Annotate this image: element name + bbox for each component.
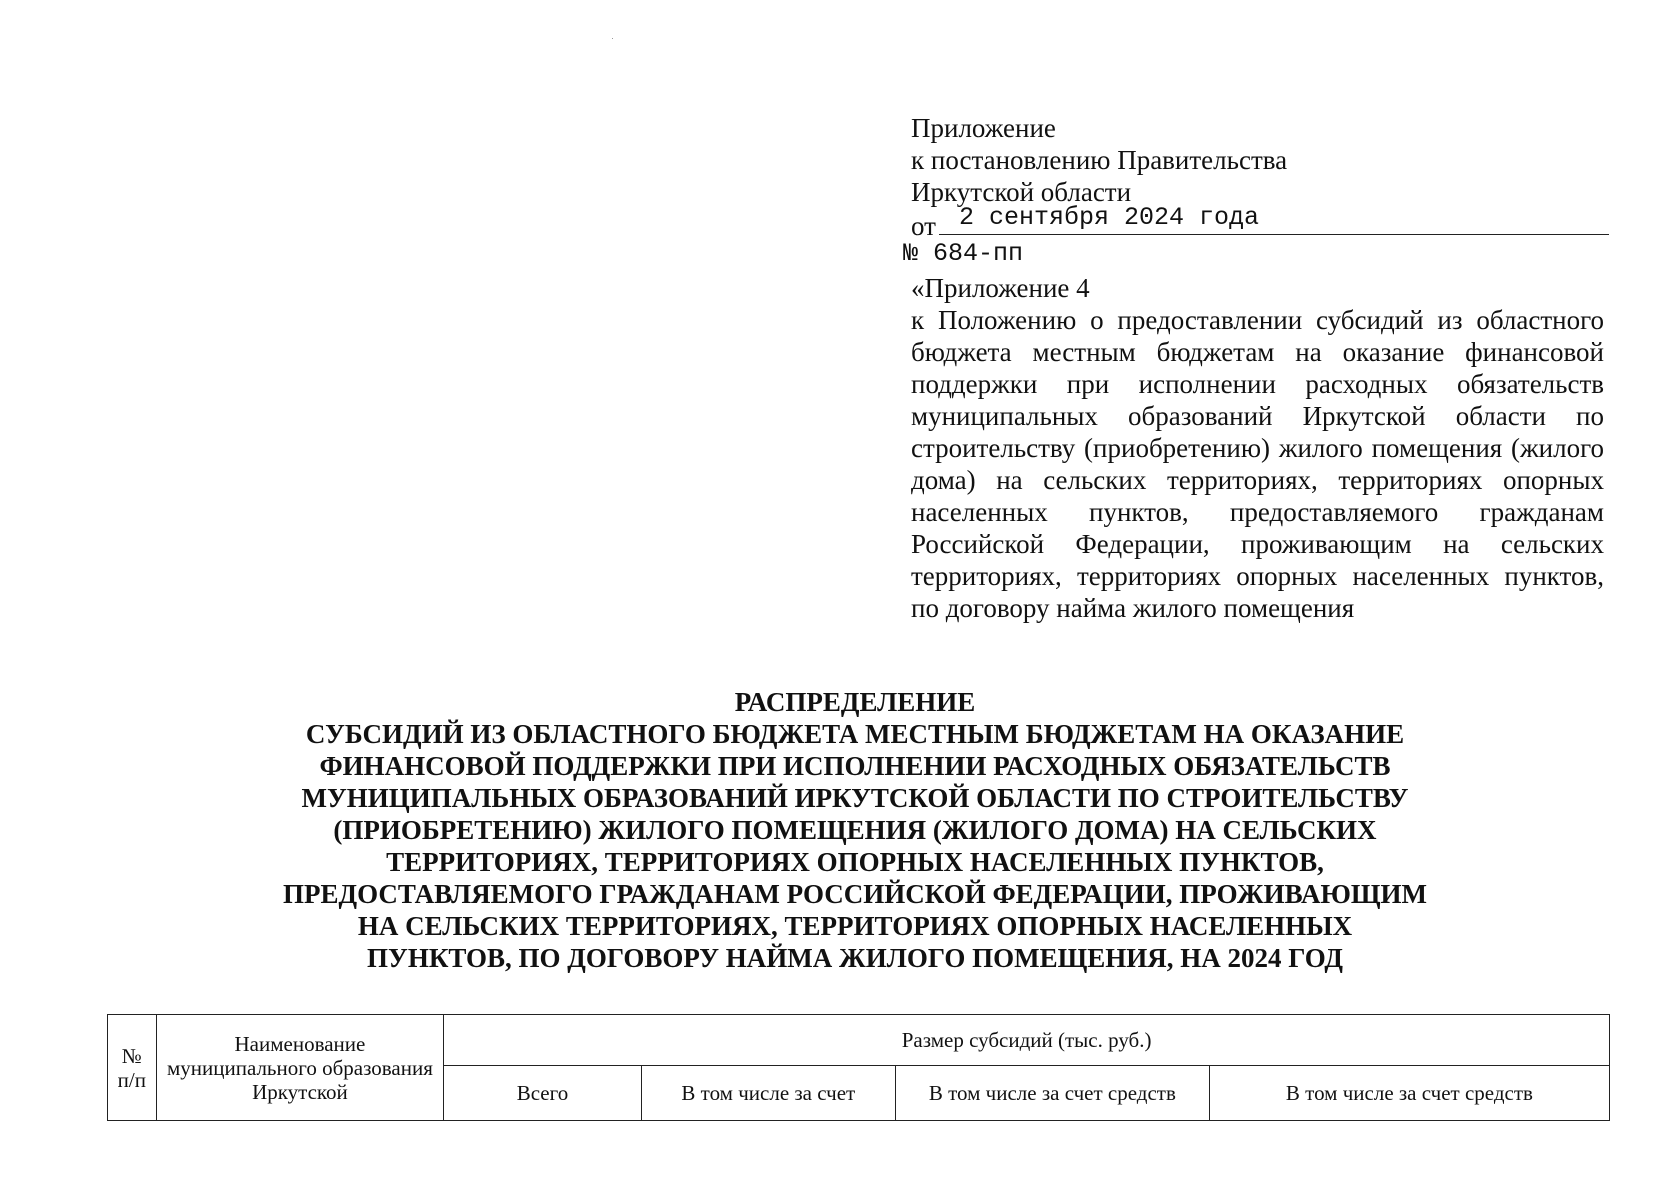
- title-line: (ПРИОБРЕТЕНИЮ) ЖИЛОГО ПОМЕЩЕНИЯ (ЖИЛОГО ДОМА) НА СЕЛЬСКИХ: [333, 815, 1377, 845]
- header-including-c: В том числе за счет средств: [1209, 1066, 1609, 1121]
- resolution-number: № 684-пп: [903, 239, 1024, 268]
- title-line: НА СЕЛЬСКИХ ТЕРРИТОРИЯХ, ТЕРРИТОРИЯХ ОПОРНЫХ НАСЕЛЕННЫХ: [357, 911, 1353, 941]
- table-header-row: [108, 1015, 1610, 1066]
- title-line: ПУНКТОВ, ПО ДОГОВОРУ НАЙМА ЖИЛОГО ПОМЕЩЕНИЯ, НА 2024 ГОД: [367, 943, 1343, 973]
- header-municipality-name: Наименование муниципального образования Иркутской: [156, 1015, 444, 1121]
- title-line: ПРЕДОСТАВЛЯЕМОГО ГРАЖДАНАМ РОССИЙСКОЙ ФЕДЕРАЦИИ, ПРОЖИВАЮЩИМ: [283, 879, 1427, 909]
- title-line: СУБСИДИЙ ИЗ ОБЛАСТНОГО БЮДЖЕТА МЕСТНЫМ БЮДЖЕТАМ НА ОКАЗАНИЕ: [305, 719, 1405, 749]
- subsidy-table: [107, 1014, 1610, 1121]
- header-line-appendix: Приложение: [911, 113, 1056, 143]
- title-line: ФИНАНСОВОЙ ПОДДЕРЖКИ ПРИ ИСПОЛНЕНИИ РАСХОДНЫХ ОБЯЗАТЕЛЬСТВ: [319, 751, 1391, 781]
- document-title: [240, 686, 1470, 974]
- header-total: Всего: [444, 1066, 641, 1121]
- header-line-resolution: к постановлению Правительства: [911, 145, 1288, 175]
- header-including-a: В том числе за счет: [641, 1066, 895, 1121]
- annex-title: «Приложение 4: [911, 273, 1090, 303]
- header-line-region: Иркутской области: [911, 177, 1132, 207]
- resolution-date: 2 сентября 2024 года: [959, 203, 1260, 232]
- title-line: РАСПРЕДЕЛЕНИЕ: [734, 687, 976, 717]
- header-including-b: В том числе за счет средств: [895, 1066, 1209, 1121]
- title-line: ТЕРРИТОРИЯХ, ТЕРРИТОРИЯХ ОПОРНЫХ НАСЕЛЕННЫХ ПУНКТОВ,: [386, 847, 1324, 877]
- annex-reference: [911, 272, 1604, 624]
- date-line: [911, 203, 1604, 241]
- date-underline: [939, 234, 1609, 235]
- header-number: № п/п: [108, 1015, 157, 1121]
- title-line: МУНИЦИПАЛЬНЫХ ОБРАЗОВАНИЙ ИРКУТСКОЙ ОБЛАСТИ ПО СТРОИТЕЛЬСТВУ: [301, 783, 1409, 813]
- annex-text: к Положению о предоставлении субсидий из областного бюджета местным бюджетам на оказание финансовой поддержки при исполнении расходных обязательств муниципальных образований Иркутской области по строительству (приобретению) жилого помещения (жилого дома) на сельских территориях, территориях опорных населенных пунктов, предоставляемого гражданам Российской Федерации, проживающим на сельских территориях, территориях опорных населенных пунктов, по договору найма жилого помещения: [911, 305, 1604, 623]
- date-prefix: от: [911, 211, 936, 241]
- header-subsidy-amount: Размер субсидий (тыс. руб.): [444, 1015, 1610, 1066]
- approval-header: [903, 112, 1604, 268]
- scan-speck: [612, 38, 613, 39]
